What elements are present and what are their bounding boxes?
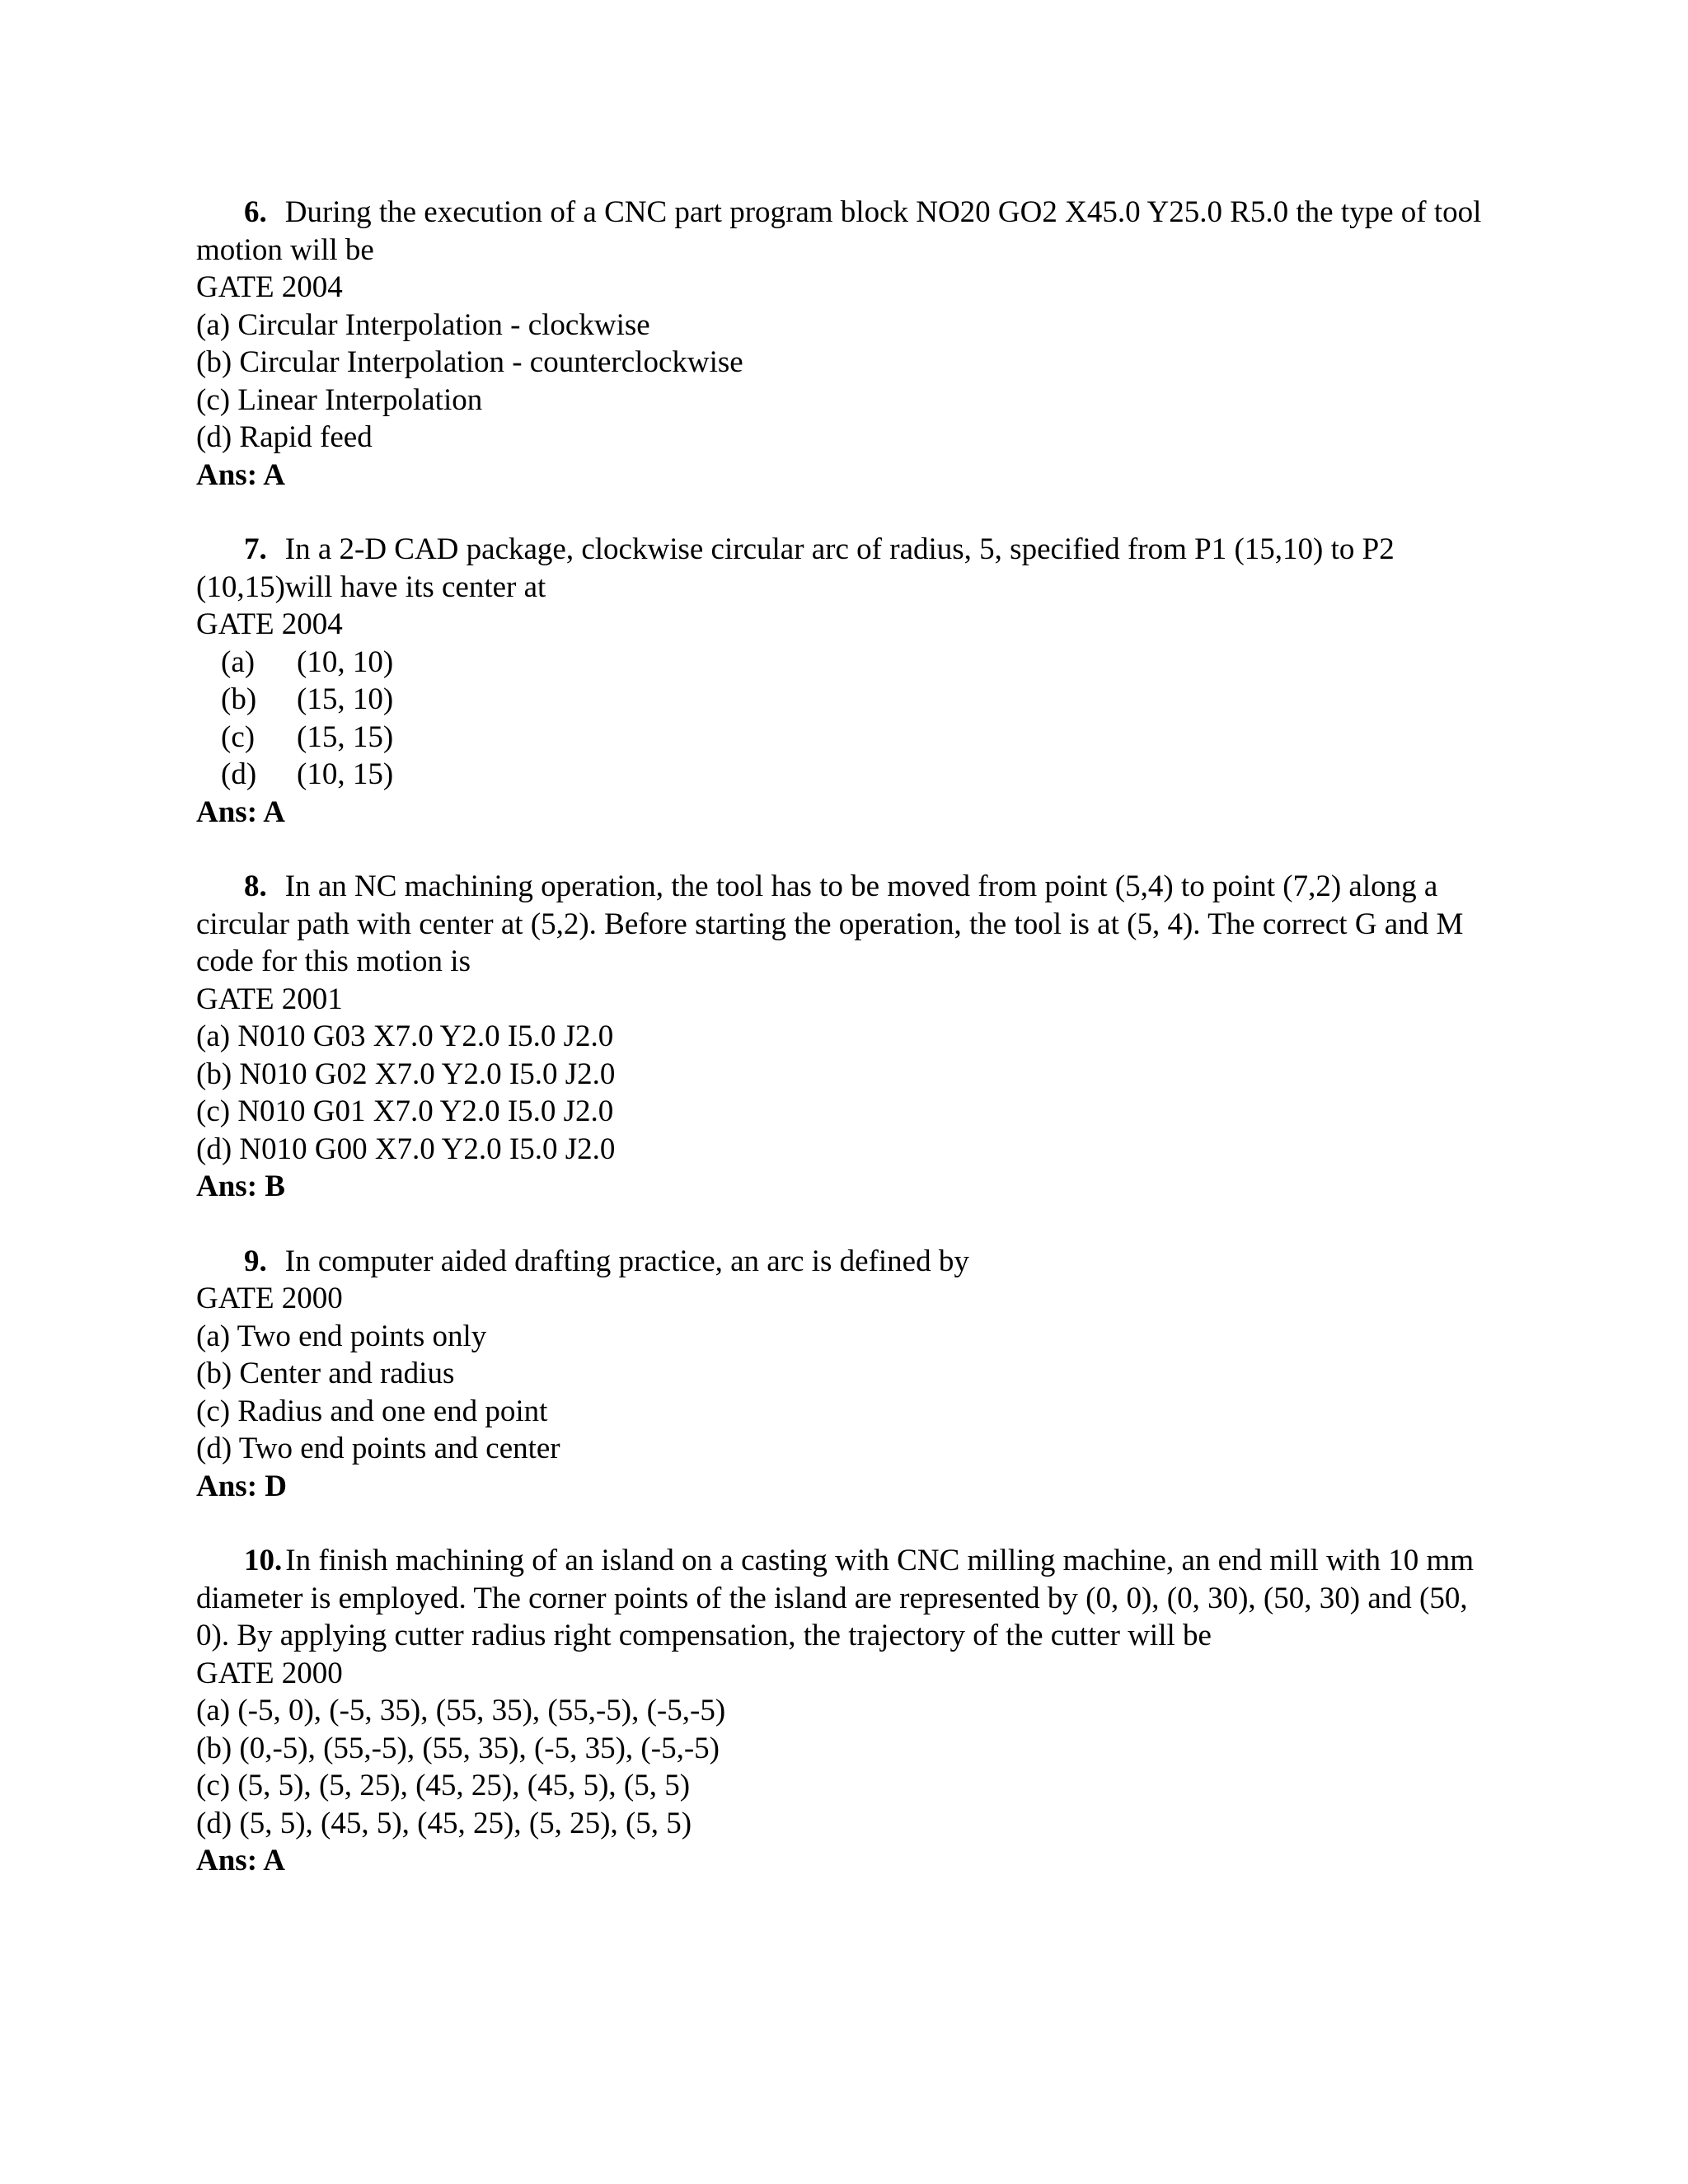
answer: Ans: D: [196, 1469, 287, 1503]
option-d: (d) N010 G00 X7.0 Y2.0 I5.0 J2.0: [196, 1132, 616, 1166]
question-stem: [196, 1542, 1482, 1655]
option-label: (d): [221, 757, 257, 791]
option-a: (a) Circular Interpolation - clockwise: [196, 307, 650, 342]
question-9: [196, 1243, 1482, 1506]
option-c: (c) (5, 5), (5, 25), (45, 25), (45, 5), (5, 5): [196, 1769, 691, 1802]
option-label: (c): [221, 719, 256, 754]
option-c: (c) Radius and one end point: [196, 1394, 548, 1428]
question-10: [196, 1542, 1482, 1880]
option-value: (15, 15): [297, 719, 394, 754]
option-c: [196, 719, 1482, 757]
option-d: (d) Two end points and center: [196, 1432, 560, 1465]
question-stem: [196, 1243, 1482, 1281]
option-d: (d) (5, 5), (45, 5), (45, 25), (5, 25), (5, 5): [196, 1806, 692, 1840]
option-value: (15, 10): [297, 682, 394, 716]
exam-source: GATE 2004: [196, 270, 343, 304]
option-a: [196, 644, 1482, 682]
option-label: (b): [221, 682, 257, 716]
option-b: (b) Center and radius: [196, 1357, 455, 1390]
exam-source: GATE 2000: [196, 1656, 343, 1690]
exam-source: GATE 2004: [196, 607, 343, 641]
question-number: 8.: [244, 869, 267, 903]
question-number: 7.: [244, 532, 267, 566]
question-number: 6.: [244, 195, 267, 229]
question-number: 9.: [244, 1244, 267, 1278]
option-a: (a) (-5, 0), (-5, 35), (55, 35), (55,-5), (-5,-5): [196, 1694, 726, 1727]
question-text: During the execution of a CNC part program block NO20 GO2 X45.0 Y25.0 R5.0 the type of tool motion will be: [196, 195, 1482, 267]
option-d: [196, 756, 1482, 794]
option-value: (10, 10): [297, 644, 394, 679]
answer: Ans: B: [196, 1169, 285, 1203]
question-8: [196, 868, 1482, 1206]
question-stem: [196, 194, 1482, 269]
question-7: [196, 531, 1482, 831]
option-b: (b) N010 G02 X7.0 Y2.0 I5.0 J2.0: [196, 1057, 616, 1091]
answer: Ans: A: [196, 1844, 285, 1877]
answer: Ans: A: [196, 794, 285, 829]
option-d: (d) Rapid feed: [196, 420, 373, 454]
question-stem: [196, 531, 1482, 606]
question-text: In finish machining of an island on a casting with CNC milling machine, an end mill with 10 mm diameter is employed. The corner points of the island are represented by (0, 0), (0, 30), (50, 30) and (50, 0). By applying cutter radius right compensation, the trajectory of the cutter will be: [196, 1544, 1475, 1652]
option-b: (b) (0,-5), (55,-5), (55, 35), (-5, 35), (-5,-5): [196, 1731, 720, 1765]
exam-source: GATE 2001: [196, 982, 343, 1016]
question-text: In a 2-D CAD package, clockwise circular arc of radius, 5, specified from P1 (15,10) to P2 (10,15)will have its center at: [196, 532, 1395, 604]
question-stem: [196, 868, 1482, 981]
option-value: (10, 15): [297, 757, 394, 791]
question-text: In an NC machining operation, the tool has to be moved from point (5,4) to point (7,2) along a circular path with center at (5,2). Before starting the operation, the tool is at (5, 4). The correct G and M code for this motion is: [196, 869, 1464, 978]
option-b: [196, 681, 1482, 719]
document-page: [196, 194, 1482, 1917]
answer: Ans: A: [196, 457, 285, 492]
option-c: (c) N010 G01 X7.0 Y2.0 I5.0 J2.0: [196, 1094, 614, 1128]
question-number: 10.: [244, 1544, 283, 1577]
option-label: (a): [221, 644, 256, 679]
exam-source: GATE 2000: [196, 1282, 343, 1315]
option-a: (a) Two end points only: [196, 1319, 487, 1353]
option-a: (a) N010 G03 X7.0 Y2.0 I5.0 J2.0: [196, 1019, 614, 1053]
question-6: [196, 194, 1482, 494]
option-c: (c) Linear Interpolation: [196, 382, 483, 417]
option-b: (b) Circular Interpolation - counterclockwise: [196, 345, 743, 379]
question-text: In computer aided drafting practice, an arc is defined by: [284, 1244, 969, 1278]
options-list: [196, 644, 1482, 794]
